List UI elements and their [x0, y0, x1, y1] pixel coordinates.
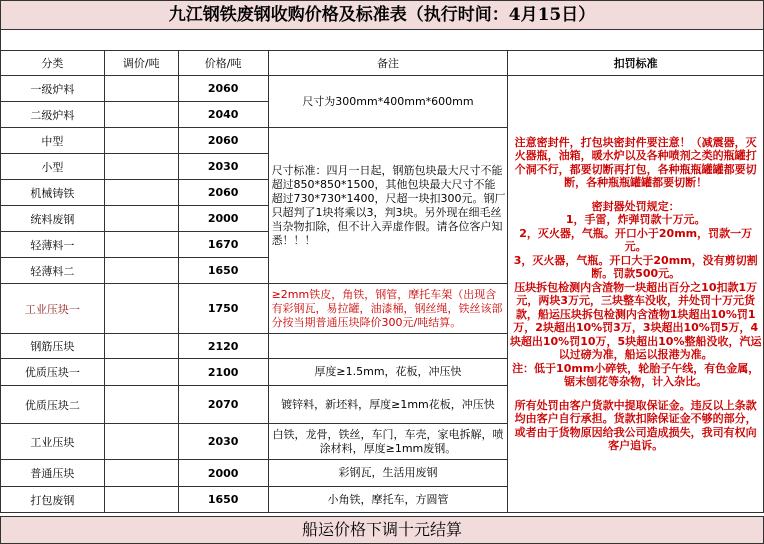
row-name: 轻薄料二	[1, 258, 105, 284]
row-adjust	[104, 334, 178, 359]
row-adjust	[104, 424, 178, 460]
sheet-title: 九江钢铁废钢收购价格及标准表（执行时间：4月15日）	[0, 0, 764, 30]
row-price: 2000	[178, 460, 268, 487]
blank-row	[0, 30, 764, 50]
note-quality-block-1: 厚度≥1.5mm，花板，冲压快	[268, 359, 508, 386]
row-adjust	[104, 359, 178, 386]
rule-text: 注意密封件，打包块密封件要注意！（减震器，灭火器瓶，油箱，暖水炉以及各种喷剂之类的瓶罐打个洞不行，都要切断再打包，各种瓶瓶罐罐都要切断，各种瓶瓶罐罐都要切断！	[514, 135, 757, 189]
row-adjust	[104, 180, 178, 206]
row-price: 2120	[178, 334, 268, 359]
rule-text: 注：低于10mm小碎铁，轮胎子午线，有色金属，锯末刨花等杂物，计入杂比。	[512, 361, 760, 388]
row-name: 小型	[1, 154, 105, 180]
row-adjust	[104, 386, 178, 424]
row-name: 工业压块一	[1, 284, 105, 334]
row-name: 中型	[1, 128, 105, 154]
row-adjust	[104, 487, 178, 513]
rule-text: 3，灭火器，气瓶。开口大于20mm，没有剪切割断。罚款500元。	[513, 253, 758, 280]
row-name: 优质压块一	[1, 359, 105, 386]
note-industrial-block: ≥2mm铁皮，角铁，钢管，摩托车架（出现含有彩钢瓦，易拉罐，油漆桶，钢丝绳，铁丝该部分按当期普通压块降价300元/吨结算。	[268, 284, 508, 334]
table-header-row	[1, 51, 764, 76]
row-name: 二级炉料	[1, 102, 105, 128]
row-price: 2060	[178, 128, 268, 154]
rule-text: 压块拆包检测内含渣物一块超出百分之10扣款1万元，两块3万元，三块整车没收，并处罚十万元货款，船运压块拆包检测内含渣物1块超出10%罚1万，2块超出10%罚3万，3块超出10%罚5万，4块超出10%罚10万，5块超出10%整船没收，汽运以过磅为准，船运以报港为准。	[509, 280, 762, 361]
row-adjust	[104, 206, 178, 232]
row-name: 轻薄料一	[1, 232, 105, 258]
row-adjust	[104, 102, 178, 128]
row-adjust	[104, 232, 178, 258]
row-name: 统料废钢	[1, 206, 105, 232]
rule-text: 所有处罚由客户货款中提取保证金。违反以上条款均由客户自行承担。货款扣除保证金不够的部分，或者由于货物原因给我公司造成损失，我司有权向客户追诉。	[514, 398, 757, 452]
row-price: 1650	[178, 487, 268, 513]
note-size: 尺寸为300mm*400mm*600mm	[268, 76, 508, 128]
row-adjust	[104, 76, 178, 102]
row-adjust	[104, 284, 178, 334]
row-price: 1650	[178, 258, 268, 284]
row-price: 2030	[178, 154, 268, 180]
row-adjust	[104, 258, 178, 284]
note-packed-scrap: 小角铁，摩托车，方圆管	[268, 487, 508, 513]
row-name: 一级炉料	[1, 76, 105, 102]
row-name: 工业压块	[1, 424, 105, 460]
price-table	[0, 50, 764, 513]
row-price: 2040	[178, 102, 268, 128]
row-adjust	[104, 128, 178, 154]
rule-text: 1，手雷，炸弹罚款十万元。	[565, 213, 706, 226]
note-empty	[268, 334, 508, 359]
row-price: 2030	[178, 424, 268, 460]
footer-note: 船运价格下调十元结算	[0, 516, 764, 544]
rule-text: 2，灭火器，气瓶。开口小于20mm，罚款一万元。	[519, 226, 753, 253]
rule-text: 密封器处罚规定：	[591, 199, 680, 213]
note-quality-block-2: 镀锌料，新坯料，厚度≥1mm花板，冲压快	[268, 386, 508, 424]
row-name: 机械铸铁	[1, 180, 105, 206]
row-adjust	[104, 154, 178, 180]
header-category: 分类	[1, 51, 105, 76]
row-price: 2060	[178, 180, 268, 206]
row-name: 打包废钢	[1, 487, 105, 513]
row-price: 1750	[178, 284, 268, 334]
header-notes: 备注	[268, 51, 508, 76]
note-industrial-block-2: 白铁，龙骨，铁丝，车门，车壳，家电拆解，喷涂材料，厚度≥1mm废钢。	[268, 424, 508, 460]
row-price: 1670	[178, 232, 268, 258]
header-adjust: 调价/吨	[104, 51, 178, 76]
note-size-standard: 尺寸标准：四月一日起，钢筋包块最大尺寸不能超过850*850*1500，其他包块最大尺寸不能超过730*730*1400，尺超一块扣300元。钢厂只超判了1块将乘以3，判3块。另外现在细毛丝当杂物扣除，但不计入弄虚作假。请各位客户知悉！！！	[268, 128, 508, 284]
rules-cell	[508, 76, 764, 513]
note-common-block: 彩钢瓦，生活用废钢	[268, 460, 508, 487]
row-adjust	[104, 460, 178, 487]
row-price: 2060	[178, 76, 268, 102]
header-rules: 扣罚标准	[508, 51, 764, 76]
row-name: 优质压块二	[1, 386, 105, 424]
row-price: 2070	[178, 386, 268, 424]
row-price: 2000	[178, 206, 268, 232]
row-price: 2100	[178, 359, 268, 386]
table-row	[1, 76, 764, 102]
row-name: 普通压块	[1, 460, 105, 487]
row-name: 钢筋压块	[1, 334, 105, 359]
header-price: 价格/吨	[178, 51, 268, 76]
